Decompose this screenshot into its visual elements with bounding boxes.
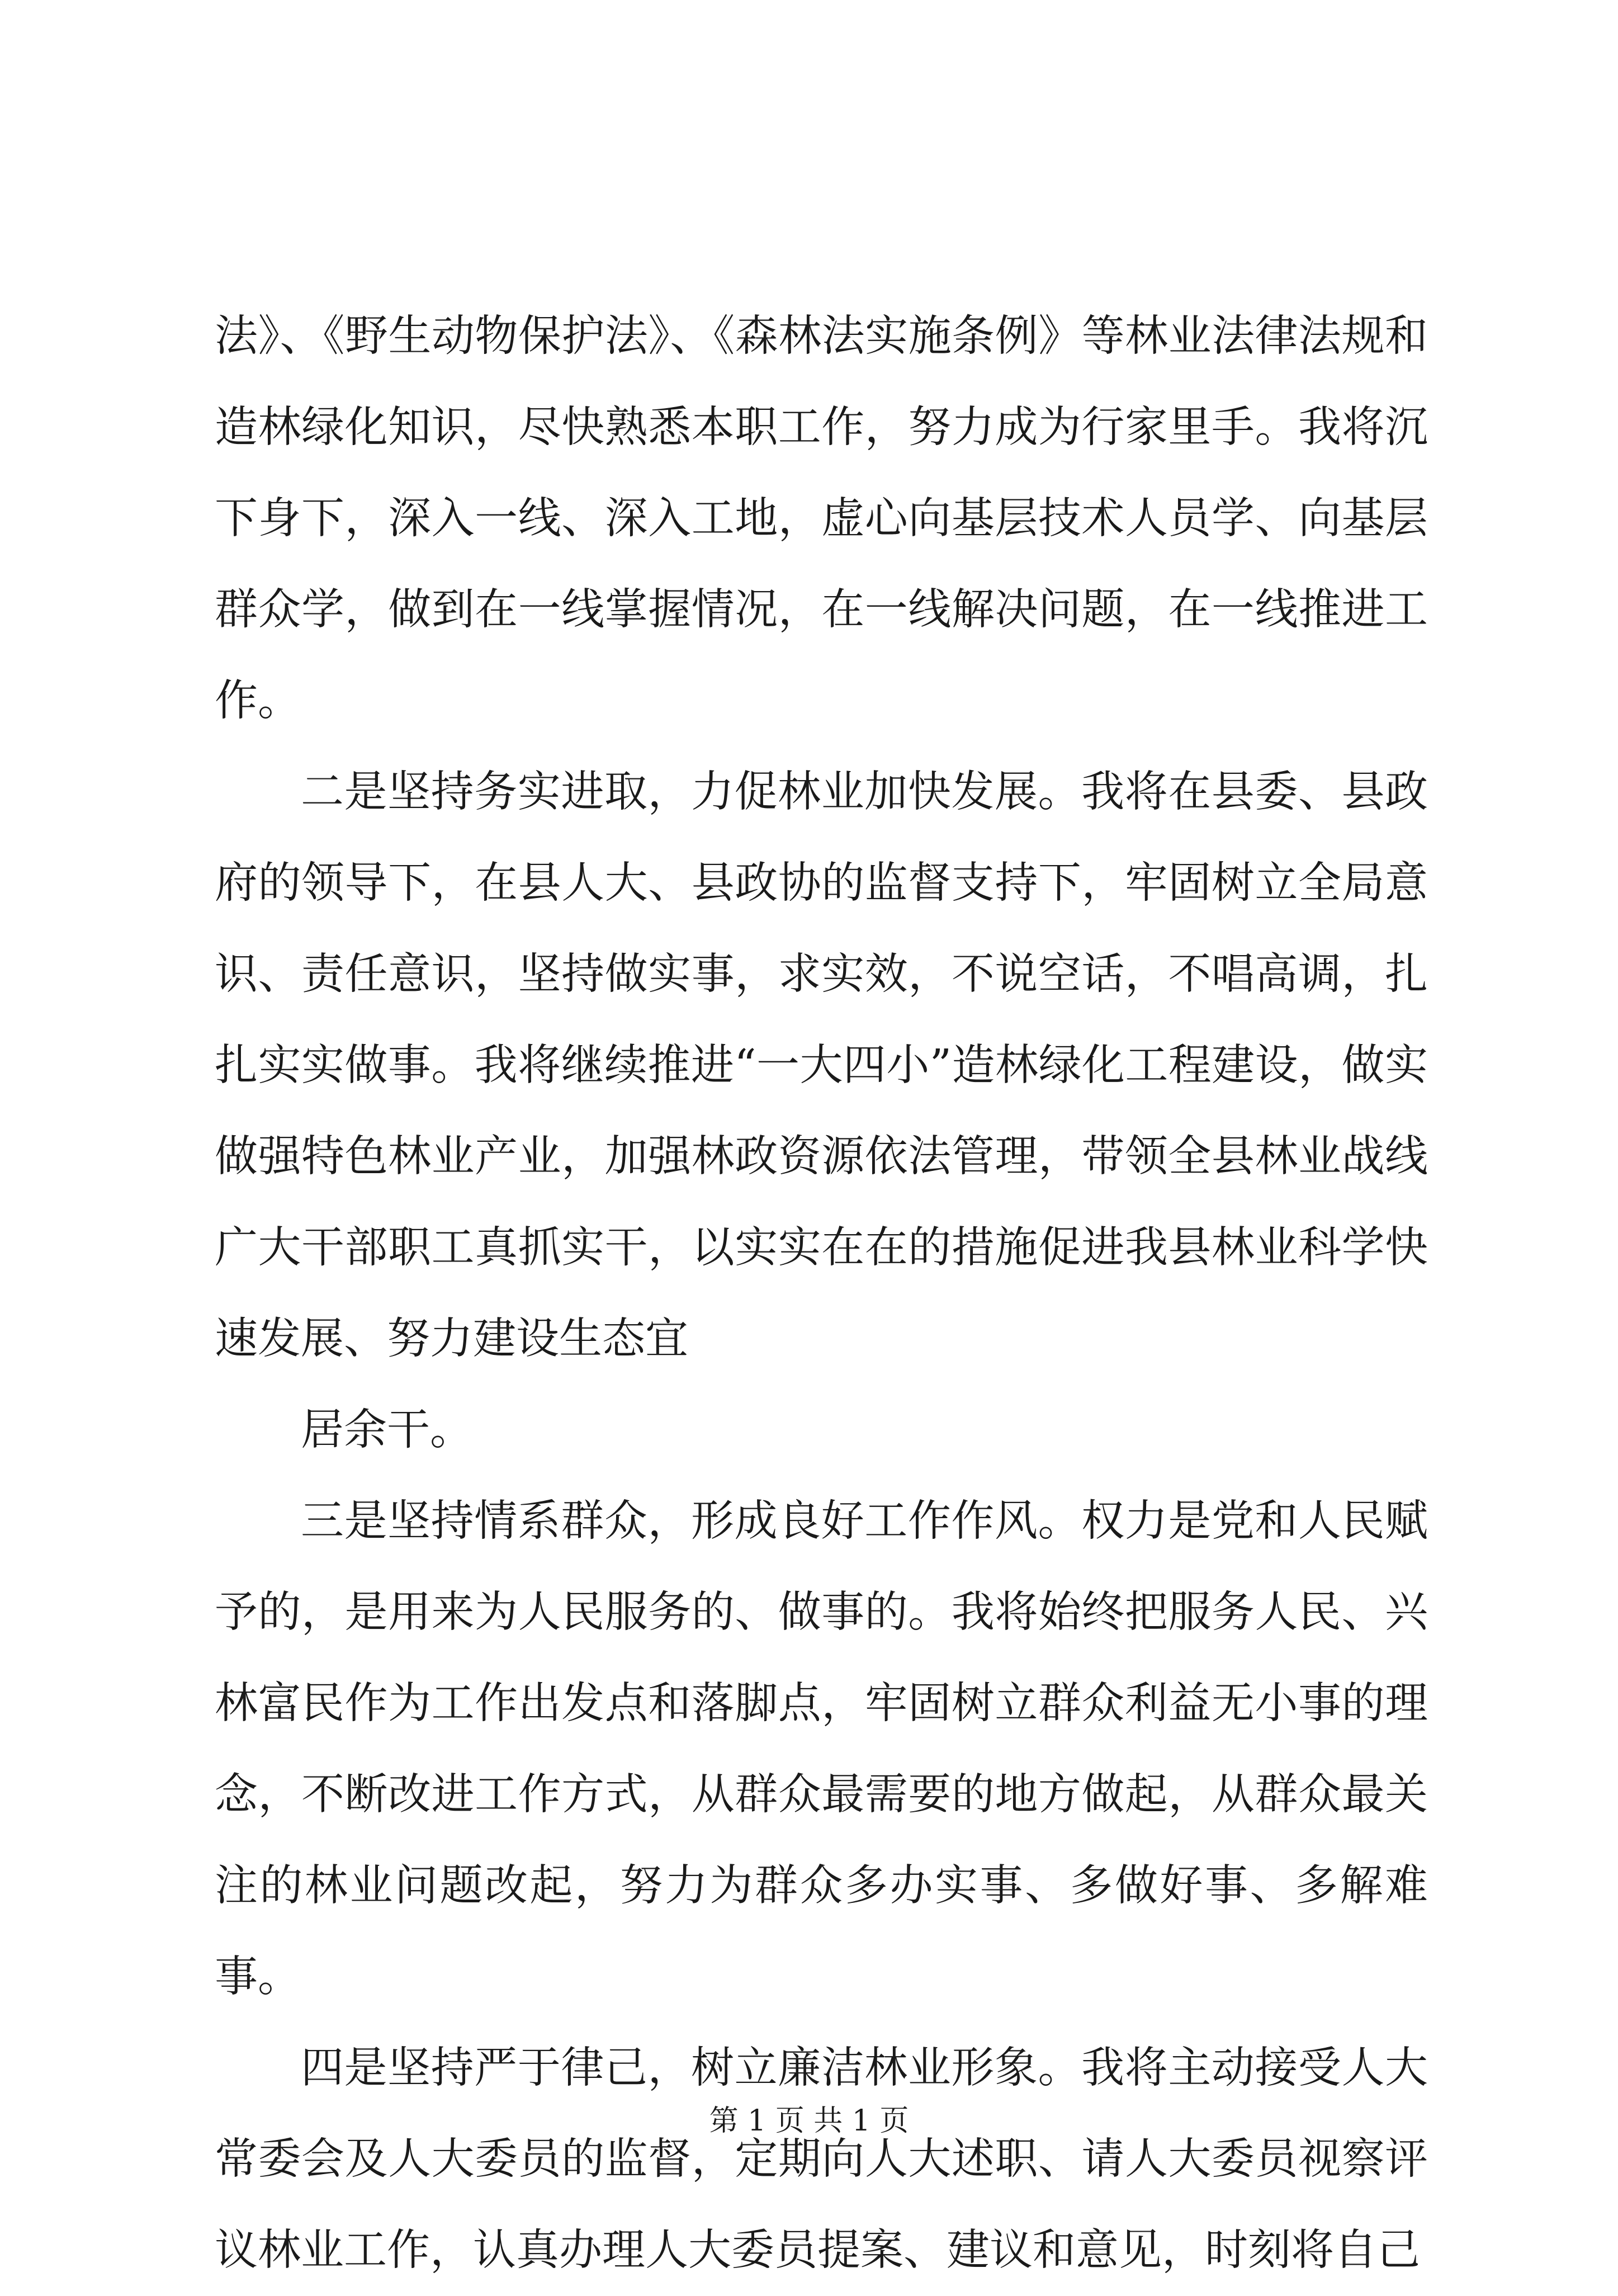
document-body — [215, 291, 1428, 2296]
paragraph-4: 三是坚持情系群众，形成良好工作作风。权力是党和人民赋予的，是用来为人民服务的、做事的。我将始终把服务人民、兴林富民作为工作出发点和落脚点，牢固树立群众利益无小事的理念，不断改进工作方式，从群众最需要的地方做起，从群众最关注的林业问题改起，努力为群众多办实事、多做好事、多解难事。 — [215, 1496, 1428, 2002]
paragraph-3: 居余干。 — [301, 1405, 473, 1455]
paragraph-2: 二是坚持务实进取，力促林业加快发展。我将在县委、县政府的领导下，在县人大、县政协的监督支持下，牢固树立全局意识、责任意识，坚持做实事，求实效，不说空话，不唱高调，扎扎实实做事。我将继续推进“一大四小”造林绿化工程建设，做实做强特色林业产业，加强林政资源依法管理，带领全县林业战线广大干部职工真抓实干，以实实在在的措施促进我县林业科学快速发展、努力建设生态宜 — [215, 767, 1428, 1364]
paragraph-1: 法》、《野生动物保护法》、《森林法实施条例》等林业法律法规和造林绿化知识，尽快熟悉本职工作，努力成为行家里手。我将沉下身下，深入一线、深入工地，虚心向基层技术人员学、向基层群众学，做到在一线掌握情况，在一线解决问题，在一线推进工作。 — [215, 311, 1428, 726]
page-footer: 第 1 页 共 1 页 — [709, 2104, 909, 2138]
paragraph-5: 四是坚持严于律己，树立廉洁林业形象。我将主动接受人大常委会及人大委员的监督，定期向人大述职、请人大委员视察评议林业工作，认真办理人大委员提案、建议和意见，时刻将自己 — [215, 2043, 1428, 2275]
